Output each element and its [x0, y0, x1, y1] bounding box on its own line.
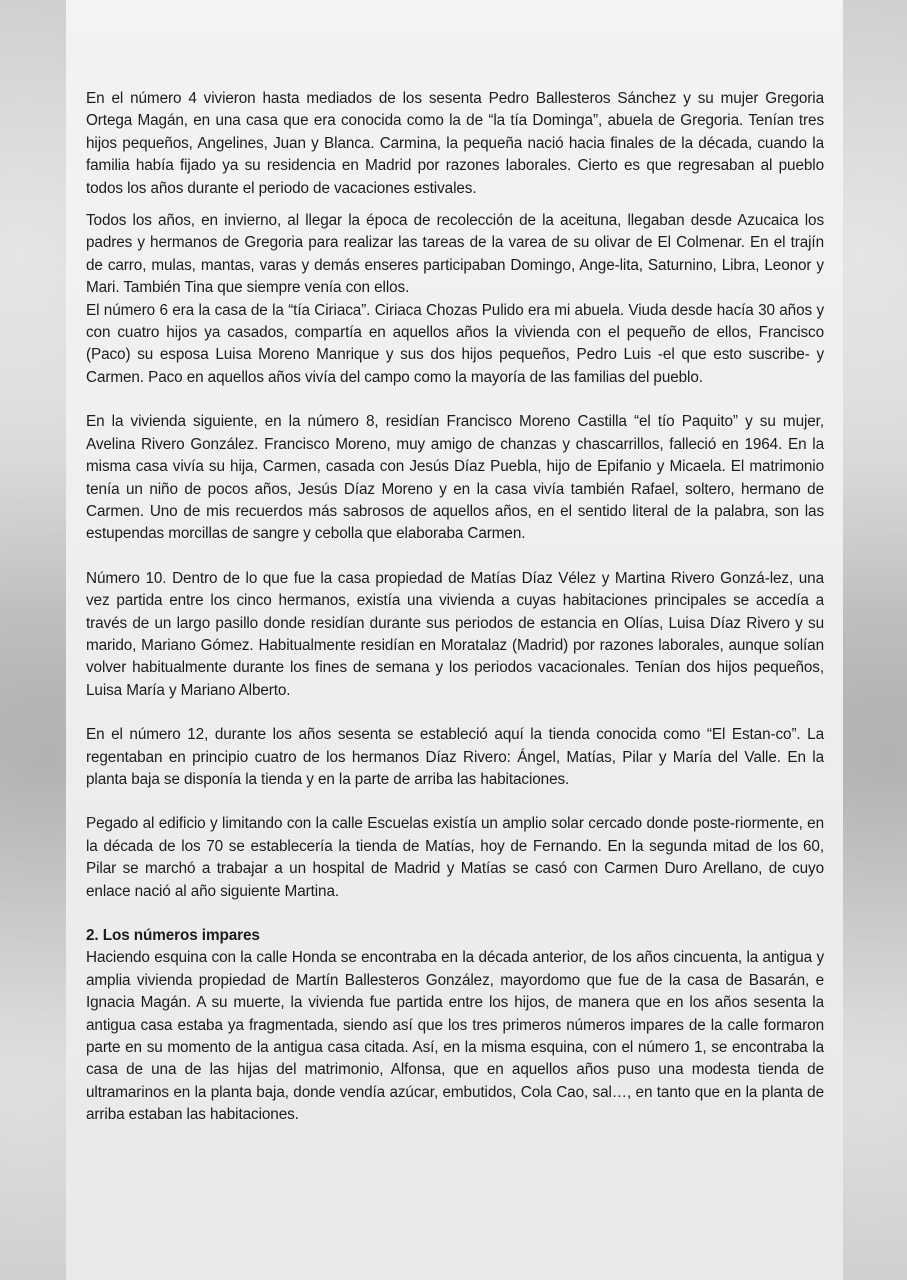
left-texture-border: [0, 0, 66, 1280]
document-body: [86, 88, 824, 1127]
paragraph-odd-numbers: Haciendo esquina con la calle Honda se encontraba en la década anterior, de los años cincuenta, la antigua y amplia vivienda propiedad de Martín Ballesteros González, mayordomo que fue de la casa de Basarán, e Ignacia Magán. A su muerte, la vivienda fue partida entre los hijos, de manera que en los años sesenta la antigua casa estaba ya fragmentada, siendo así que los tres primeros números impares de la calle formaron parte en su momento de la antigua casa citada. Así, en la misma esquina, con el número 1, se encontraba la casa de una de las hijas del matrimonio, Alfonsa, que en aquellos años puso una modesta tienda de ultramarinos en la planta baja, donde vendía azúcar, embutidos, Cola Cao, sal…, en tanto que en la planta de arriba estaban las habitaciones.: [86, 949, 824, 1124]
paragraph-spacer: [86, 903, 824, 925]
paragraph-olive-harvest: Todos los años, en invierno, al llegar la época de recolección de la aceituna, llegaban desde Azucaica los padres y hermanos de Gregoria para realizar las tareas de la varea de su olivar de El Colmenar. En el trajín de carro, mulas, mantas, varas y demás enseres participaban Domingo, Ange-lita, Saturnino, Libra, Leonor y Mari. También Tina que siempre venía con ellos.: [86, 212, 824, 297]
paragraph-spacer: [86, 389, 824, 411]
paragraph-number-6: El número 6 era la casa de la “tía Ciriaca”. Ciriaca Chozas Pulido era mi abuela. Viuda desde hacía 30 años y con cuatro hijos ya casados, compartía en aquellos años la vivienda con el pequeño de ellos, Francisco (Paco) su esposa Luisa Moreno Manrique y sus dos hijos pequeños, Pedro Luis -el que esto suscribe- y Carmen. Paco en aquellos años vivía del campo como la mayoría de las familias del pueblo.: [86, 301, 824, 386]
paragraph-spacer: [86, 791, 824, 813]
right-texture-border: [843, 0, 907, 1280]
section-heading-odd-numbers: 2. Los números impares: [86, 927, 260, 944]
paragraph-spacer: [86, 702, 824, 724]
paragraph-number-10: Número 10. Dentro de lo que fue la casa propiedad de Matías Díaz Vélez y Martina Rivero Gonzá-lez, una vez partida entre los cinco hermanos, existía una vivienda a cuyas habitaciones principales se accedía a través de un largo pasillo donde residían durante sus periodos de estancia en Olías, Luisa Díaz Rivero y su marido, Mariano Gómez. Habitualmente residían en Moratalaz (Madrid) por razones laborales, aunque solían volver habitualmente durante los fines de semana y los periodos vacacionales. Tenían dos hijos pequeños, Luisa María y Mariano Alberto.: [86, 569, 824, 699]
paragraph-number-8: En la vivienda siguiente, en la número 8, residían Francisco Moreno Castilla “el tío Paquito” y su mujer, Avelina Rivero González. Francisco Moreno, muy amigo de chanzas y chascarrillos, falleció en 1964. En la misma casa vivía su hija, Carmen, casada con Jesús Díaz Puebla, hijo de Epifanio y Micaela. El matrimonio tenía un niño de pocos años, Jesús Díaz Moreno y en la casa vivía también Rafael, soltero, hermano de Carmen. Uno de mis recuerdos más sabrosos de aquellos años, en el sentido literal de la palabra, son las estupendas morcillas de sangre y cebolla que elaboraba Carmen.: [86, 413, 824, 543]
paragraph-solar: Pegado al edificio y limitando con la calle Escuelas existía un amplio solar cercado donde poste-riormente, en la década de los 70 se establecería la tienda de Matías, hoy de Fernando. En la segunda mitad de los 60, Pilar se marchó a trabajar a un hospital de Madrid y Matías se casó con Carmen Duro Arellano, de cuyo enlace nació al año siguiente Martina.: [86, 815, 824, 900]
paragraph-spacer: [86, 546, 824, 568]
paragraph-number-4: En el número 4 vivieron hasta mediados de los sesenta Pedro Ballesteros Sánchez y su mujer Gregoria Ortega Magán, en una casa que era conocida como la de “la tía Dominga”, abuela de Gregoria. Tenían tres hijos pequeños, Angelines, Juan y Blanca. Carmina, la pequeña nació hacia finales de la década, cuando la familia había fijado ya su residencia en Madrid por razones laborales. Cierto es que regresaban al pueblo todos los años durante el periodo de vacaciones estivales.: [86, 90, 824, 197]
paragraph-number-12: En el número 12, durante los años sesenta se estableció aquí la tienda conocida como “El Estan-co”. La regentaban en principio cuatro de los hermanos Díaz Rivero: Ángel, Matías, Pilar y María del Valle. En la planta baja se disponía la tienda y en la parte de arriba las habitaciones.: [86, 726, 824, 788]
paragraph-spacer: [86, 200, 824, 210]
